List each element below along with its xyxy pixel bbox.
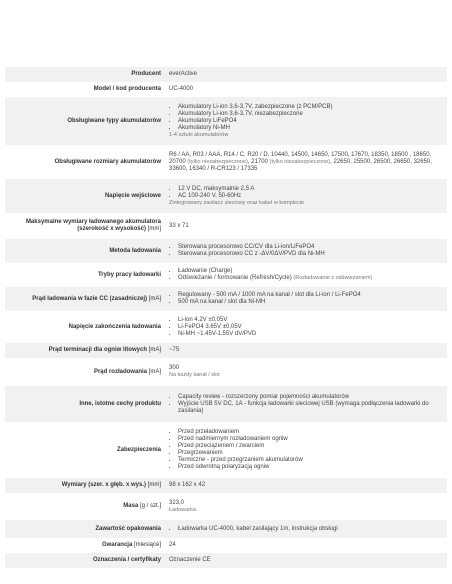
spec-label: Inne, istotne cechy produktu [5, 386, 165, 422]
list-item: • Sterowana procesorowo CC z -ΔV/0ΔV/PVD dla Ni-MH [178, 251, 443, 258]
spec-value: Oznaczenie CE [165, 553, 447, 568]
spec-row-charging-method [5, 239, 447, 263]
spec-unit: [miesiące] [133, 542, 161, 548]
spec-row-input-voltage [5, 179, 447, 213]
spec-table [5, 67, 447, 568]
spec-row-package-contents [5, 520, 447, 538]
spec-value [165, 386, 447, 422]
list-item: • Ni-MH ~1.45V-1.55V dV/PVD [178, 331, 443, 338]
spec-row-discharge-current [5, 358, 447, 386]
list-item: • Przed przeciążeniem / zwarciem [178, 443, 443, 450]
list-item [178, 275, 443, 282]
spec-label-text: Prąd terminacji dla ogniw litowych [48, 347, 147, 353]
list-item: • Akumulatory LiFePO4 [178, 118, 443, 125]
spec-value: 98 x 162 x 42 [165, 478, 447, 493]
spec-row-certificates [5, 553, 447, 568]
spec-row-producer [5, 67, 447, 82]
spec-list [169, 429, 443, 471]
spec-value [165, 239, 447, 263]
spec-label: Zabezpieczenia [5, 422, 165, 478]
spec-label [5, 538, 165, 553]
spec-label: Napięcie zakończenia ładowania [5, 311, 165, 343]
spec-row-protections [5, 422, 447, 478]
list-item: • 12 V DC, maksymalnie 2,5 A [178, 186, 443, 193]
spec-unit: [mm] [147, 226, 161, 232]
spec-label [5, 213, 165, 239]
spec-label-text: Prąd rozładowania [93, 368, 147, 375]
spec-unit: [mm] [147, 482, 161, 488]
list-item: • Li-ion 4.2V ±0,05V [178, 317, 443, 324]
spec-value: 33 x 71 [165, 213, 447, 239]
spec-list [169, 317, 443, 338]
sizes-text-3: , 22650, 25500, 26500, 26650, 32650, 33600, 16340 / R-CR123 / 17335 [169, 158, 432, 172]
spec-list [169, 394, 443, 415]
spec-note: Ładowarka [169, 506, 196, 513]
spec-row-battery-sizes [5, 145, 447, 179]
spec-value: ~75 [165, 343, 447, 358]
spec-label: Tryby pracy ładowarki [5, 263, 165, 287]
spec-value [165, 422, 447, 478]
spec-value [165, 358, 447, 386]
spec-value [165, 145, 447, 179]
spec-list [169, 292, 443, 306]
spec-value: UC-4000 [165, 82, 447, 97]
sizes-note-1: (tylko niezabezpieczone) [187, 158, 248, 165]
list-item: • Regulowany - 500 mA / 1000 mA na kanał / slot dla Li-ion / Li-FePO4 [178, 292, 443, 299]
spec-label: Obsługiwane typy akumulatorów [5, 97, 165, 145]
spec-value [165, 97, 447, 145]
spec-value [165, 287, 447, 311]
spec-value-text: 300 [169, 365, 180, 371]
list-item: • AC 100-240 V, 50-60Hz [178, 193, 443, 200]
spec-list [169, 526, 443, 533]
list-item: • Wyjście USB 5V DC, 1A - funkcja ładowarki sieciowej USB (wymaga podłączenia ładowarki do zasilania) [178, 401, 443, 415]
spec-note: (Rozładowanie z odświeżaniem) [293, 275, 373, 281]
spec-label: Zawartość opakowania [5, 520, 165, 538]
spec-label: Producent [5, 67, 165, 82]
spec-value: 24 [165, 538, 447, 553]
spec-row-max-dimensions [5, 213, 447, 239]
sizes-note-2: (tylko niezabezpieczone) [269, 158, 331, 165]
list-item-text: Odświeżanie / formowanie (Refresh/Cycle) [178, 275, 292, 281]
sizes-text-2: , 21700 [247, 158, 268, 165]
list-item: • 500 mA na kanał / slot dla Ni-MH [178, 299, 443, 306]
spec-row-battery-types [5, 97, 447, 145]
spec-unit: [g / szt.] [139, 503, 161, 509]
spec-label: Oznaczenia / certyfikaty [5, 553, 165, 568]
spec-value [165, 263, 447, 287]
list-item: • Ładowarka UC-4000, kabel zasilający 1m, instrukcja obsługi [178, 526, 443, 533]
spec-label-text: Prąd ładowania w fazie CC (zasadniczej) [32, 295, 147, 302]
spec-unit: [mA] [148, 295, 161, 302]
list-item: • Li-FePO4 3.65V ±0,05V [178, 324, 443, 331]
spec-row-modes [5, 263, 447, 287]
spec-row-end-voltage [5, 311, 447, 343]
spec-note: Zintegrowany zasilacz sieciowy oraz kabel w komplecie [169, 199, 305, 206]
spec-list [169, 244, 443, 258]
spec-label-text: Wymiary (szer. x głęb. x wys.) [61, 482, 146, 488]
list-item: • Przed nadmiernym rozładowaniem ogniw [178, 436, 443, 443]
spec-row-other-features [5, 386, 447, 422]
spec-value: everActive [165, 67, 447, 82]
spec-unit: [mA] [148, 347, 161, 353]
spec-row-model [5, 82, 447, 97]
spec-label [5, 478, 165, 493]
spec-row-dimensions [5, 478, 447, 493]
spec-row-warranty [5, 538, 447, 553]
spec-row-cc-current [5, 287, 447, 311]
spec-note: 1-4 sztuki akumulatorów [169, 131, 229, 138]
spec-label-text: Maksymalne wymiary ładowanego akumulatora (szerokość x wysokość) [25, 219, 161, 232]
spec-label-text: Gwarancja [101, 542, 133, 548]
spec-value [165, 311, 447, 343]
list-item: • Przegrzewaniem [178, 450, 443, 457]
list-item: • Przed przeładowaniem [178, 429, 443, 436]
list-item: • Akumulatory Li-ion 3,6-3,7V, zabezpieczone (z PCM/PCB) [178, 104, 443, 111]
spec-label [5, 358, 165, 386]
sizes-text-1: R6 / AA, R03 / AAA, R14 / C, R20 / D, 10440, 14500, 14650, 17500, 17670, 18350, 18500 , 18650, 20700 [169, 151, 432, 165]
spec-note: Na każdy kanał / slot [169, 372, 220, 378]
spec-label: Obsługiwane rozmiary akumulatorów [5, 145, 165, 179]
list-item: • Termiczne - przed przegrzaniem akumulatorów [178, 457, 443, 464]
list-item: • Capacity review - rozszerzony pomiar pojemności akumulatorów [178, 394, 443, 401]
list-item: • Przed odwrotną polaryzacją ogniw [178, 464, 443, 471]
spec-list [169, 104, 443, 132]
spec-list [169, 186, 443, 200]
list-item: • Akumulatory Li-ion 3,6-3,7V, niezabezpieczone [178, 111, 443, 118]
spec-label: Napięcie wejściowe [5, 179, 165, 213]
spec-row-termination-current [5, 343, 447, 358]
spec-value [165, 493, 447, 520]
spec-label [5, 493, 165, 520]
spec-list [169, 268, 443, 282]
list-item: • Ładowanie (Charge) [178, 268, 443, 275]
spec-label [5, 287, 165, 311]
spec-label [5, 343, 165, 358]
list-item: • Akumulatory Ni-MH [178, 125, 443, 132]
spec-row-weight [5, 493, 447, 520]
spec-value [165, 179, 447, 213]
spec-label: Metoda ładowania [5, 239, 165, 263]
list-item: • Sterowana procesorowo CC/CV dla Li-ion/LiFePO4 [178, 244, 443, 251]
spec-value [165, 520, 447, 538]
spec-value-text: 323,0 [169, 499, 185, 506]
spec-unit: [mA] [148, 368, 161, 375]
spec-label-text: Masa [123, 503, 139, 509]
spec-label: Model / kod producenta [5, 82, 165, 97]
